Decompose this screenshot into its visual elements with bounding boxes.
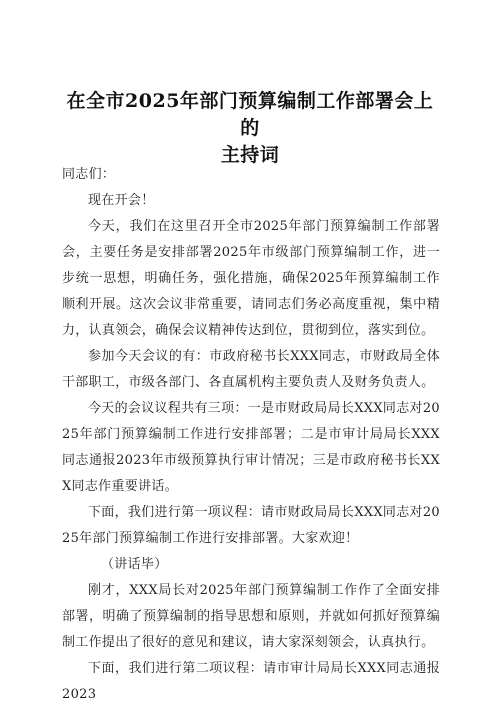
salutation: 同志们： — [62, 167, 116, 182]
title-line-2: 主持词 — [220, 144, 280, 166]
document-body — [62, 162, 440, 708]
paragraph-first-item: 下面，我们进行第一项议程：请市财政局局长XXX同志对2025年部门预算编制工作进行安排部署。大家欢迎！ — [62, 505, 440, 546]
speech-end-note: （讲话毕） — [101, 557, 168, 572]
paragraph-agenda: 今天的会议议程共有三项：一是市财政局局长XXX同志对2025年部门预算编制工作进行安排部署；二是市审计局局长XXX同志通报2023年市级预算执行审计情况；三是市政府秘书长XXX同志作重要讲话。 — [62, 401, 440, 494]
paragraph-purpose: 今天，我们在这里召开全市2025年部门预算编制工作部署会，主要任务是安排部署2025年市级部门预算编制工作，进一步统一思想，明确任务，强化措施，确保2025年预算编制工作顺利开展。这次会议非常重要，请同志们务必高度重视，集中精力，认真领会，确保会议精神传达到位，贯彻到位，落实到位。 — [62, 219, 440, 338]
title-line-1: 在全市2025年部门预算编制工作部署会上的 — [66, 90, 434, 139]
paragraph-summary: 刚才，XXX局长对2025年部门预算编制工作作了全面安排部署，明确了预算编制的指导思想和原则，并就如何抓好预算编制工作提出了很好的意见和建议，请大家深刻领会，认真执行。 — [62, 583, 440, 650]
document-title — [60, 88, 440, 169]
paragraph-attendees: 参加今天会议的有：市政府秘书长XXX同志，市财政局全体干部职工，市级各部门、各直属机构主要负责人及财务负责人。 — [62, 349, 440, 390]
paragraph-second-item: 下面，我们进行第二项议程：请市审计局局长XXX同志通报2023 — [62, 661, 440, 702]
opening-line: 现在开会！ — [88, 193, 155, 208]
